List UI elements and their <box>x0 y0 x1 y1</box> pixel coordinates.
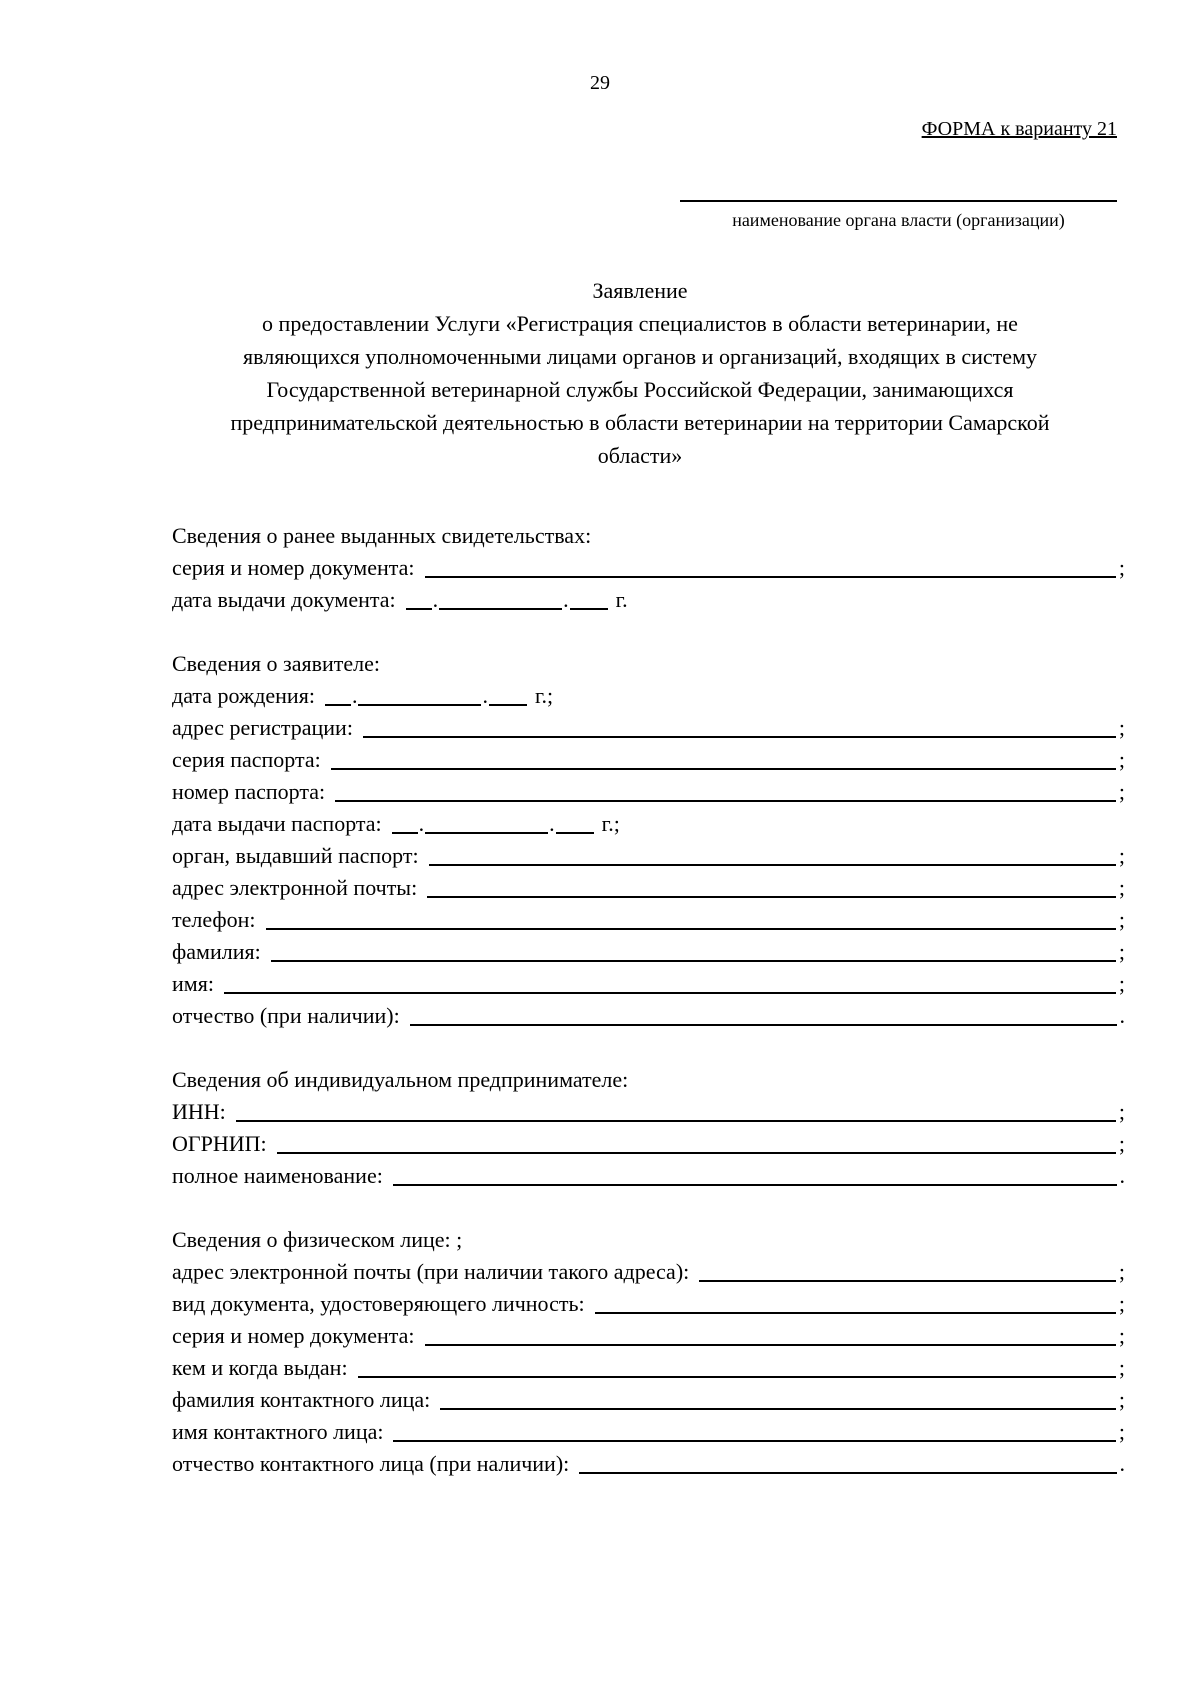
field-label: телефон: <box>172 907 256 932</box>
field-end: ; <box>1118 907 1125 932</box>
field-contact-last-name <box>172 1384 1125 1416</box>
field-label: полное наименование: <box>172 1163 383 1188</box>
field-passport-issue-date <box>172 808 1125 840</box>
date-suffix: г.; <box>534 683 554 708</box>
field-label: орган, выдавший паспорт: <box>172 843 419 868</box>
date-separator: . <box>432 587 439 612</box>
day-blank[interactable] <box>406 584 432 610</box>
field-certificate-number <box>172 552 1125 584</box>
field-end: ; <box>1118 555 1125 580</box>
field-end: ; <box>1118 1291 1125 1316</box>
field-issued-by <box>172 1352 1125 1384</box>
passport-issuer-input[interactable] <box>429 840 1116 866</box>
field-end: ; <box>1118 1323 1125 1348</box>
inn-input[interactable] <box>236 1096 1116 1122</box>
id-doc-type-input[interactable] <box>595 1288 1116 1314</box>
field-end: . <box>1119 1451 1125 1476</box>
document-subtitle-line: Государственной ветеринарной службы Российской Федерации, занимающихся <box>266 377 1014 402</box>
patronymic-input[interactable] <box>410 1000 1117 1026</box>
field-passport-number <box>172 776 1125 808</box>
field-contact-first-name <box>172 1416 1125 1448</box>
month-blank[interactable] <box>425 808 548 834</box>
field-full-name <box>172 1160 1125 1192</box>
field-label: дата выдачи паспорта: <box>172 811 382 836</box>
field-last-name <box>172 936 1125 968</box>
field-label: отчество контактного лица (при наличии): <box>172 1451 570 1476</box>
field-end: ; <box>1118 1419 1125 1444</box>
document-subtitle-line: о предоставлении Услуги «Регистрация специалистов в области ветеринарии, не <box>262 311 1018 336</box>
year-blank[interactable] <box>570 584 608 610</box>
field-label: ИНН: <box>172 1099 226 1124</box>
day-blank[interactable] <box>392 808 418 834</box>
individual-email-input[interactable] <box>699 1256 1116 1282</box>
email-input[interactable] <box>427 872 1116 898</box>
field-end: ; <box>1118 715 1125 740</box>
field-email <box>172 872 1125 904</box>
field-contact-patronymic <box>172 1448 1125 1480</box>
field-end: ; <box>1118 1355 1125 1380</box>
field-end: ; <box>1118 747 1125 772</box>
date-separator: . <box>418 811 425 836</box>
field-label: адрес электронной почты (при наличии такого адреса): <box>172 1259 690 1284</box>
field-end: ; <box>1118 939 1125 964</box>
form-reference: ФОРМА к варианту 21 <box>921 118 1117 140</box>
month-blank[interactable] <box>358 680 481 706</box>
field-inn <box>172 1096 1125 1128</box>
section-previous-certificates <box>172 520 1125 616</box>
full-name-input[interactable] <box>393 1160 1117 1186</box>
field-end: ; <box>1118 1387 1125 1412</box>
document-subtitle-line: области» <box>597 443 683 468</box>
field-patronymic <box>172 1000 1125 1032</box>
date-separator: . <box>482 683 488 708</box>
field-ogrnip <box>172 1128 1125 1160</box>
field-certificate-issue-date <box>172 584 1125 616</box>
contact-last-name-input[interactable] <box>440 1384 1116 1410</box>
field-label: фамилия контактного лица: <box>172 1387 431 1412</box>
field-individual-doc-number <box>172 1320 1125 1352</box>
field-end: ; <box>1118 1099 1125 1124</box>
date-separator: . <box>563 587 569 612</box>
year-blank[interactable] <box>489 680 527 706</box>
date-suffix: г. <box>615 587 628 612</box>
field-end: ; <box>1118 971 1125 996</box>
field-end: ; <box>1118 875 1125 900</box>
field-label: отчество (при наличии): <box>172 1003 400 1028</box>
field-first-name <box>172 968 1125 1000</box>
document-heading <box>160 274 1120 472</box>
individual-doc-number-input[interactable] <box>425 1320 1116 1346</box>
field-label: имя контактного лица: <box>172 1419 384 1444</box>
document-subtitle-line: предпринимательской деятельностью в области ветеринарии на территории Самарской <box>230 410 1050 435</box>
field-end: ; <box>1118 1131 1125 1156</box>
day-blank[interactable] <box>325 680 351 706</box>
field-end: ; <box>1118 1259 1125 1284</box>
month-blank[interactable] <box>439 584 562 610</box>
field-label: адрес электронной почты: <box>172 875 418 900</box>
section-entrepreneur <box>172 1064 1125 1192</box>
section-individual <box>172 1224 1125 1480</box>
field-label: кем и когда выдан: <box>172 1355 348 1380</box>
authority-caption: наименование органа власти (организации) <box>732 210 1065 230</box>
registration-address-input[interactable] <box>363 712 1116 738</box>
section-title: Сведения о заявителе: <box>172 651 381 676</box>
field-phone <box>172 904 1125 936</box>
field-passport-series <box>172 744 1125 776</box>
field-passport-issuer <box>172 840 1125 872</box>
ogrnip-input[interactable] <box>277 1128 1116 1154</box>
phone-input[interactable] <box>266 904 1116 930</box>
issued-by-input[interactable] <box>358 1352 1116 1378</box>
year-blank[interactable] <box>556 808 594 834</box>
field-id-doc-type <box>172 1288 1125 1320</box>
application-form <box>172 520 1125 1512</box>
field-end: . <box>1119 1163 1125 1188</box>
field-label: вид документа, удостоверяющего личность: <box>172 1291 585 1316</box>
field-label: номер паспорта: <box>172 779 326 804</box>
authority-signature-block <box>680 200 1117 231</box>
field-label: ОГРНИП: <box>172 1131 267 1156</box>
section-applicant <box>172 648 1125 1032</box>
field-label: серия и номер документа: <box>172 555 415 580</box>
section-title: Сведения о ранее выданных свидетельствах: <box>172 523 592 548</box>
field-label: серия паспорта: <box>172 747 321 772</box>
date-separator: . <box>351 683 358 708</box>
field-label: серия и номер документа: <box>172 1323 415 1348</box>
section-title: Сведения об индивидуальном предпринимателе: <box>172 1067 629 1092</box>
field-end: ; <box>1118 843 1125 868</box>
field-label: адрес регистрации: <box>172 715 353 740</box>
field-end: . <box>1119 1003 1125 1028</box>
contact-patronymic-input[interactable] <box>579 1448 1116 1474</box>
field-end: ; <box>1118 779 1125 804</box>
contact-first-name-input[interactable] <box>393 1416 1115 1442</box>
field-label: дата выдачи документа: <box>172 587 396 612</box>
certificate-number-input[interactable] <box>425 552 1116 578</box>
page-number: 29 <box>590 72 610 94</box>
field-birth-date <box>172 680 1125 712</box>
document-title: Заявление <box>592 278 688 303</box>
field-label: дата рождения: <box>172 683 315 708</box>
last-name-input[interactable] <box>271 936 1116 962</box>
passport-number-input[interactable] <box>335 776 1116 802</box>
document-subtitle-line: являющихся уполномоченными лицами органов и организаций, входящих в систему <box>243 344 1037 369</box>
field-individual-email <box>172 1256 1125 1288</box>
passport-series-input[interactable] <box>331 744 1116 770</box>
field-registration-address <box>172 712 1125 744</box>
first-name-input[interactable] <box>224 968 1116 994</box>
field-label: имя: <box>172 971 214 996</box>
field-label: фамилия: <box>172 939 261 964</box>
date-suffix: г.; <box>601 811 620 836</box>
date-separator: . <box>549 811 555 836</box>
section-title: Сведения о физическом лице: ; <box>172 1227 463 1252</box>
